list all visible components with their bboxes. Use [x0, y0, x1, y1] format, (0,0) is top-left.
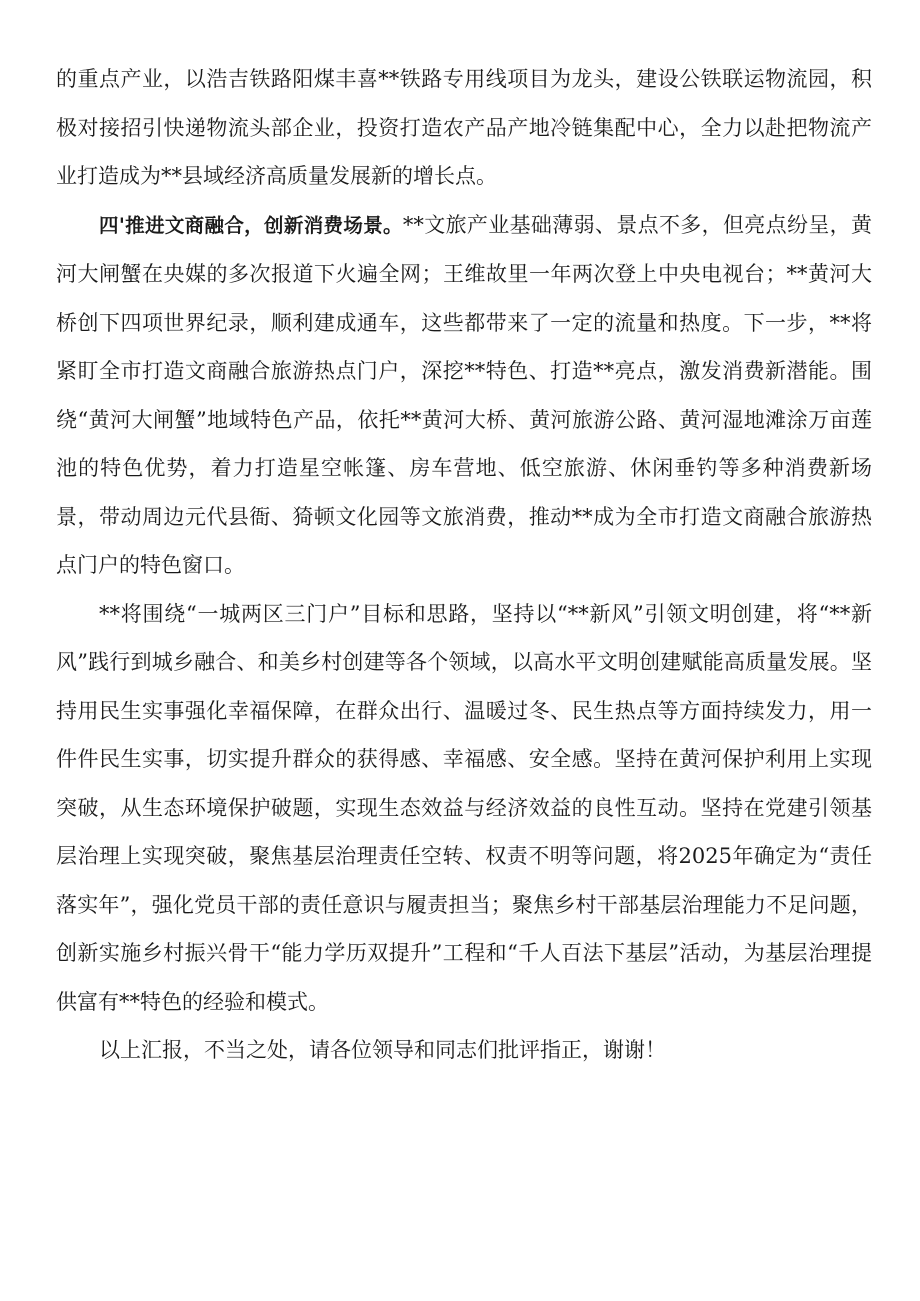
paragraph-text: **文旅产业基础薄弱、景点不多，但亮点纷呈，黄河大闸蟹在央媒的多次报道下火遍全网；王维故里一年两次登上中央电视台；**黄河大桥创下四项世界纪录，顺利建成通车，这些都带来了一定的流量和热度。下一步，**将紧盯全市打造文商融合旅游热点门户，深挖**特色、打造**亮点，激发消费新潜能。围绕“黄河大闸蟹”地域特色产品，依托**黄河大桥、黄河旅游公路、黄河湿地滩涂万亩莲池的特色优势，着力打造星空帐篷、房车营地、低空旅游、休闲垂钓等多种消费新场景，带动周边元代县衙、猗顿文化园等文旅消费，推动**成为全市打造文商融合旅游热点门户的特色窗口。 [56, 212, 872, 577]
paragraph-culture-tourism [56, 201, 872, 590]
paragraph-logistics [56, 55, 872, 201]
paragraph-text: **将围绕“一城两区三门户”目标和思路，坚持以“**新风”引领文明创建，将“**新风”践行到城乡融合、和美乡村创建等各个领域，以高水平文明创建赋能高质量发展。坚持用民生实事强化幸福保障，在群众出行、温暖过冬、民生热点等方面持续发力，用一件件民生实事，切实提升群众的获得感、幸福感、安全感。坚持在黄河保护利用上实现突破，从生态环境保护破题，实现生态效益与经济效益的良性互动。坚持在党建引领基层治理上实现突破，聚焦基层治理责任空转、权责不明等问题，将2025年确定为“责任落实年”，强化党员干部的责任意识与履责担当；聚焦乡村干部基层治理能力不足问题，创新实施乡村振兴骨干“能力学历双提升”工程和“千人百法下基层”活动，为基层治理提供富有**特色的经验和模式。 [56, 601, 872, 1014]
section-heading: 四'推进文商融合，创新消费场景。 [99, 213, 403, 237]
closing-remark: 以上汇报，不当之处，请各位领导和同志们批评指正，谢谢！ [99, 1038, 666, 1062]
paragraph-text: 的重点产业，以浩吉铁路阳煤丰喜**铁路专用线项目为龙头，建设公铁联运物流园，积极对接招引快递物流头部企业，投资打造农产品产地冷链集配中心，全力以赴把物流产业打造成为**县域经济高质量发展新的增长点。 [56, 67, 872, 188]
document-page [56, 55, 872, 1075]
paragraph-civilization [56, 590, 872, 1027]
